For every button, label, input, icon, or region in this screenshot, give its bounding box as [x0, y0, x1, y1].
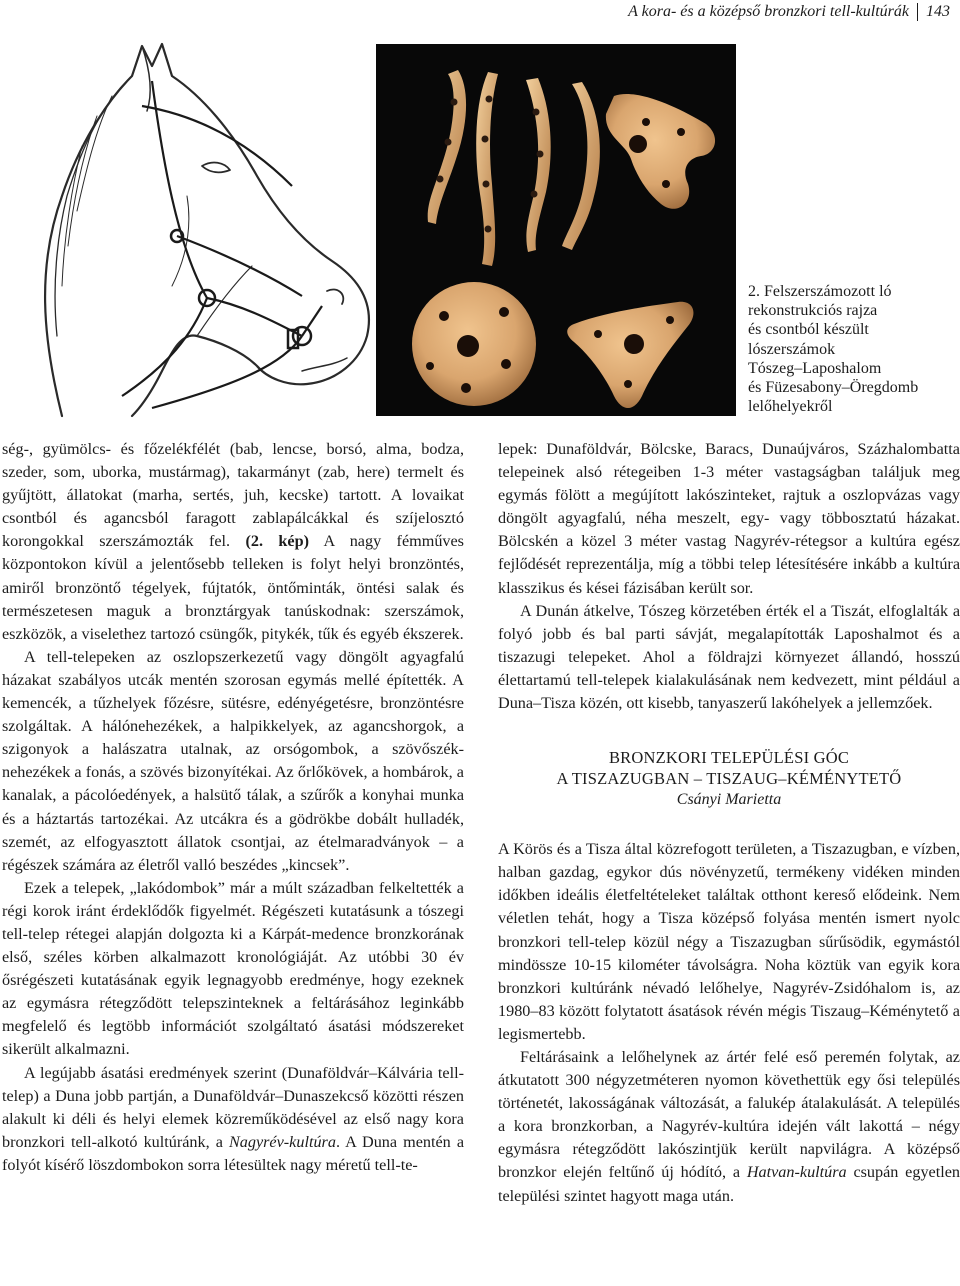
paragraph: lepek: Dunaföldvár, Bölcske, Baracs, Dunaújváros, Százhalombatta telepeinek alsó rétegeiben 1-3 méter vastagságban találjuk meg egymás fölött a megújított lakószinteket, rajtuk a oszlopvázas vagy döngölt agyagfalú, néha meszelt, egy- vagy többosztatú házakat. Bölcskén a közel 3 méter vastag Nagyrév-rétegsor a kultúra egész fejlődését reprezentálja, míg a többi telep létesítésére inkább a kultúra klasszikus és kései fázisában került sor. — [498, 440, 960, 597]
paragraph — [498, 1046, 960, 1208]
horse-mane — [55, 81, 127, 336]
text-run: A nagy fémműves központokon kívül a jelentősebb telleken is folyt helyi bronzöntés, amiről bronzöntő tégelyek, fújtatók, öntőminták, öntési salak és természetesen maguk a bronztárgyak tanúskodnak: szerszámok, eszközök, a viselethez tartozó csüngők, pitykék, tűk és egyéb ékszerek. — [2, 532, 464, 643]
running-header — [628, 0, 950, 24]
text-run: A legújabb ásatási eredmények szerint (Dunaföldvár–Kálvária tell-telep) a Duna jobb partján, a Dunaföldvár–Dunaszekcső közötti részen alakult ki déli és helyi elemek közreműködésével az első nagy kora bronzkori tell-alkotó kultúránk, a — [2, 1063, 464, 1151]
bridle-straps — [122, 81, 322, 408]
caption-line: rekonstrukciós rajza — [748, 302, 878, 320]
paragraph — [2, 1062, 464, 1177]
section-title: BRONZKORI TELEPÜLÉSI GÓC — [608, 748, 850, 768]
left-column — [2, 438, 464, 1177]
culture-name: Hatvan-kultúra — [746, 1163, 847, 1182]
caption-line: és Füzesabony–Öregdomb — [748, 379, 919, 397]
section-heading — [498, 747, 960, 810]
horse-mouth — [302, 358, 347, 371]
page-number: 143 — [926, 3, 950, 20]
text-run: csupán egyetlen települési szintet hagyott maga után. — [498, 1163, 960, 1205]
caption-line: lelőhelyekről — [748, 398, 833, 416]
caption-line: lószerszámok — [748, 340, 836, 358]
section-author: Csányi Marietta — [676, 791, 782, 809]
horse-nostril — [327, 289, 343, 304]
bone-harness-photo — [376, 44, 736, 416]
horse-mane-strands — [62, 96, 112, 286]
disc-round — [412, 282, 536, 406]
text-run: Feltárásaink a lelőhelynek az ártér felé eső peremén folytak, az átkutatott 300 négyzetméteren nyomon követhettük egy ősi település történetét, lakosságának változását, a falukép átalakulását. A település a kora bronzkorban, a Nagyrév-kultúra idején vált lakottá – négy egymásra rétegződött lakószintjük került napvilágra. A középső bronzkor elején feltűnő új hódító, a — [498, 1047, 960, 1182]
horse-bridle-drawing — [2, 36, 374, 418]
caption-line: 2. Felszerszámozott ló — [748, 283, 892, 300]
paragraph — [2, 438, 464, 646]
right-column — [498, 438, 960, 1208]
running-title: A kora- és a középső bronzkori tell-kultúrák — [628, 3, 909, 20]
culture-name: Nagyrév-kultúra — [228, 1132, 336, 1151]
caption-line: Tószeg–Laposhalom — [748, 359, 882, 377]
text-run: . A Duna mentén a folyót kísérő löszdombokon sorra létesültek nagy méretű tell-te- — [2, 1132, 465, 1174]
paragraph: Ezek a telepek, „lakódombok” már a múlt században felkeltették a régi korok iránt érdeklődők figyelmét. Régészeti kutatásunk a tószegi tell-telep rétegei alapján dolgozta ki a Kárpát-medence bronzkorának első, széles körben alkalmazott kronológiáját. Az utóbbi 30 év ősrégészeti kutatásának egyik legnagyobb eredménye, hogy ezeknek az egymásra rétegződött telepszinteknek a feltárásához leginkább megfelelő és legtöbb információt szolgáltató ásatási módszereket sikerült alkalmazni. — [2, 878, 464, 1059]
figure-caption — [748, 282, 960, 416]
horse-outline — [45, 44, 369, 416]
header-separator — [917, 3, 918, 21]
paragraph: A Dunán átkelve, Tószeg körzetében érték el a Tiszát, elfoglalták a folyó jobb és bal parti sávját, megalapították Laposhalmot és a tiszazugi telepeket. Ahol a földrajzi környezet állandó, hosszú élettartamú tell-telepek kialakulásának nem kedvezett, mint például a Duna–Tisza közén, ott kisebb, tanyaszerű lakóhelyek a jellemzőek. — [498, 601, 960, 713]
section-title: A TISZAZUGBAN – TISZAUG–KÉMÉNYTETŐ — [556, 769, 902, 789]
paragraph: A tell-telepeken az oszlopszerkezetű vagy döngölt agyagfalú házakat szabályos utcák mentén szorosan egymás mellé építették. A kemencék, a tűzhelyek főzésre, sütésre, edényégetésre, bronzöntésre szolgáltak. A hálónehezékek, a halpikkelyek, az agancshorgok, a szigonyok a halászatra utalnak, az orsógombok, a szövőszék-nehezékek a fonás, a szövés bizonyítékai. Az őrlőkövek, a hombárok, a kanalak, a pácolóedények, a halsütő tálak, a szűrők a konyhai munka és a háztartás tartozékai. Az utcákra és a gödrökbe dobált hulladék, szemét, az elfogyasztott állatok csontjai, az ételmaradványok – a régészek számára az életről valló beszédes „kincsek”. — [2, 647, 464, 874]
horse-eye — [202, 163, 230, 173]
paragraph: A Körös és a Tisza által közrefogott területen, a Tiszazugban, e vízben, halban gazdag, egykor dús növényzetű, termékeny vidéken minden időkben ideális életfeltételeket találtak otthont kereső elődeink. Nem véletlen tehát, hogy a Tisza középső folyása mentén ismert nyolc bronzkori tell-telep közül négy a Tiszazugban sűrűsödik, egymástól mindössze 10-15 kilométer távolságra. Noha köztük van egyik kora bronzkori kultúránk névadó lelőhelye, Nagyrév-Zsidóhalom is, az 1980–83 között folytatott ásatások révén mégis Tiszaug–Kéménytető a legismertebb. — [498, 840, 960, 1043]
text-run: ség-, gyümölcs- és főzelékfélét (bab, lencse, borsó, alma, bodza, szeder, som, uborka, mustármag), takarmányt (zab, here) termelt és gyűjtött, állatokat (marha, sertés, juh, kecske) tartott. A lovaikat csontból és agancsból faragott zablapálcákkal és szíjelosztó korongokkal szerszámozták fel. — [2, 440, 464, 551]
caption-line: és csontból készült — [748, 321, 869, 339]
figure-reference: (2. kép) — [245, 532, 310, 551]
